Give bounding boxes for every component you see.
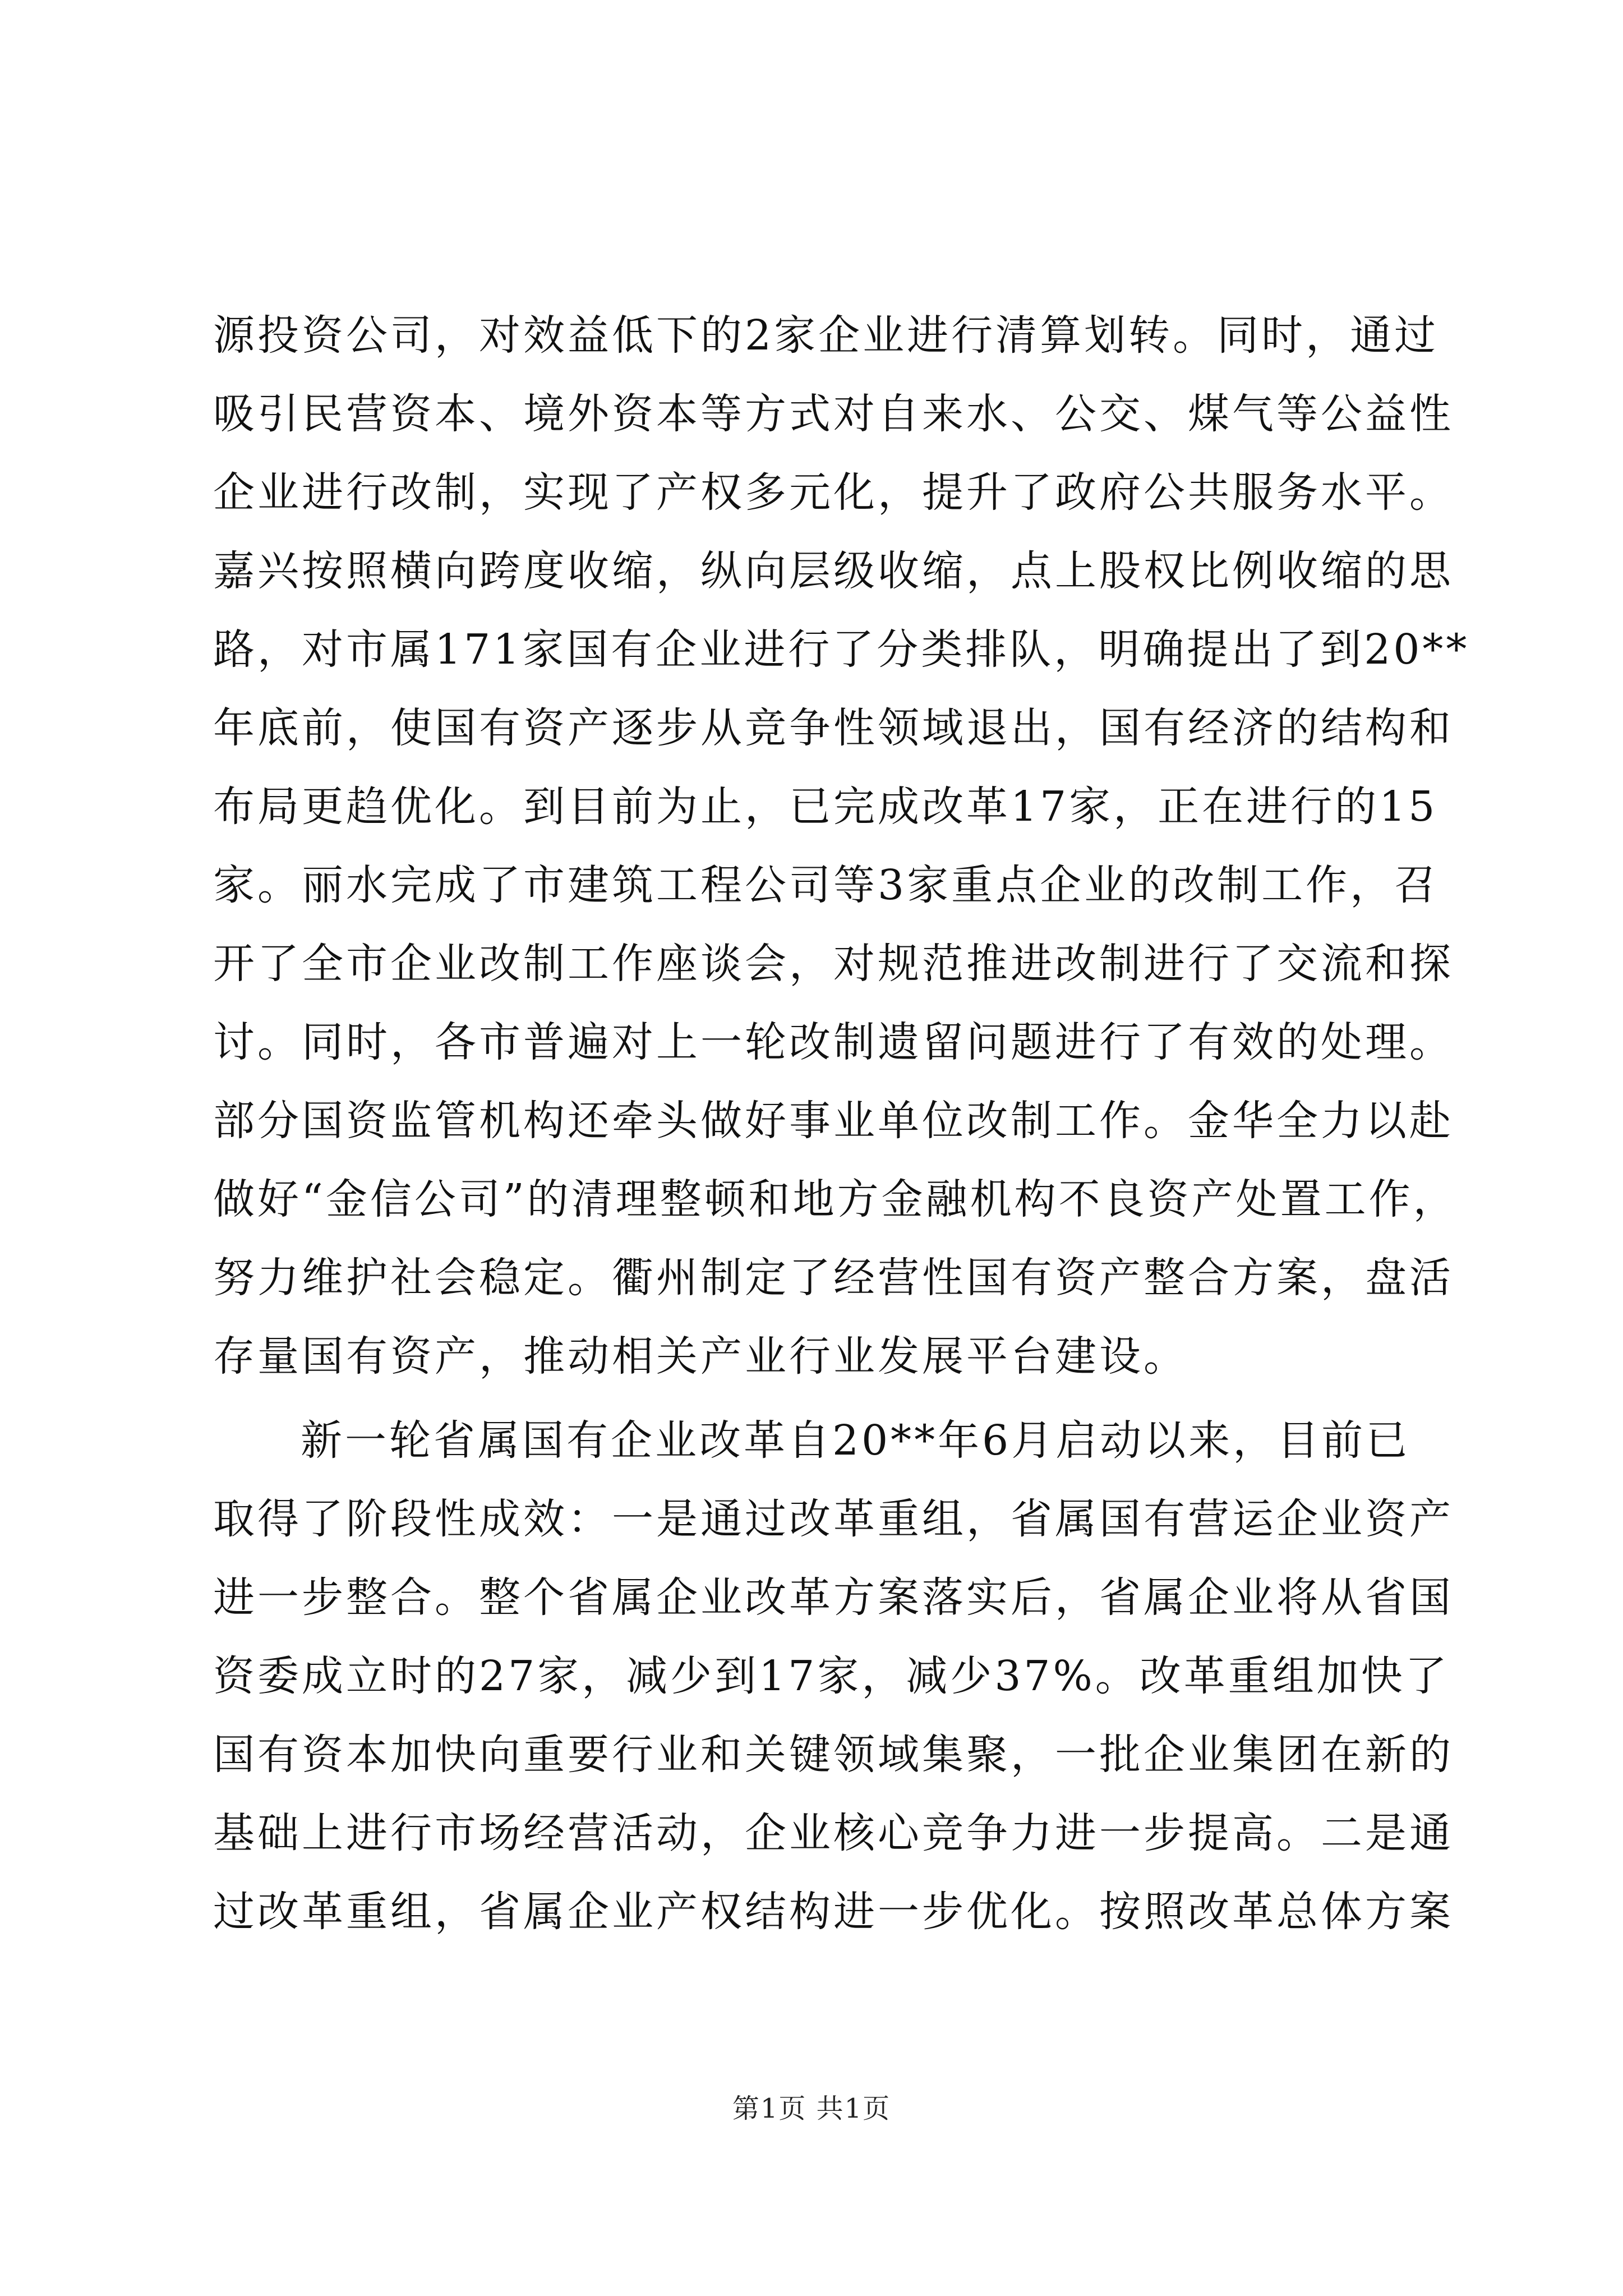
text-line: 取得了阶段性成效：一是通过改革重组，省属国有营运企业资产 [213,1495,1454,1543]
text-line: 讨。同时，各市普遍对上一轮改制遗留问题进行了有效的处理。 [213,1018,1454,1066]
text-line: 年底前，使国有资产逐步从竞争性领域退出，国有经济的结构和 [213,704,1454,752]
text-line: 企业进行改制，实现了产权多元化，提升了政府公共服务水平。 [213,468,1454,517]
text-line: 国有资本加快向重要行业和关键领域集聚，一批企业集团在新的 [213,1731,1454,1779]
text-line: 过改革重组，省属企业产权结构进一步优化。按照改革总体方案 [213,1888,1454,1936]
text-line: 基础上进行市场经营活动，企业核心竞争力进一步提高。二是通 [213,1809,1454,1857]
text-line: 存量国有资产，推动相关产业行业发展平台建设。 [213,1332,1188,1381]
text-line: 努力维护社会稳定。衢州制定了经营性国有资产整合方案，盘活 [213,1254,1454,1302]
text-line: 部分国资监管机构还牵头做好事业单位改制工作。金华全力以赴 [213,1097,1454,1145]
text-line: 进一步整合。整个省属企业改革方案落实后，省属企业将从省国 [213,1573,1454,1622]
text-line: 路，对市属171家国有企业进行了分类排队，明确提出了到20** [213,625,1470,674]
text-line: 资委成立时的27家，减少到17家，减少37%。改革重组加快了 [213,1652,1450,1700]
text-line: 家。丽水完成了市建筑工程公司等3家重点企业的改制工作，召 [213,861,1439,909]
text-line: 吸引民营资本、境外资本等方式对自来水、公交、煤气等公益性 [213,390,1454,438]
text-line: 源投资公司，对效益低下的2家企业进行清算划转。同时，通过 [213,311,1439,360]
page-footer: 第1页 共1页 [732,2093,891,2124]
text-line: 开了全市企业改制工作座谈会，对规范推进改制进行了交流和探 [213,940,1454,988]
text-line: 嘉兴按照横向跨度收缩，纵向层级收缩，点上股权比例收缩的思 [213,547,1454,595]
text-line: 布局更趋优化。到目前为止，已完成改革17家，正在进行的15 [213,783,1438,831]
text-line: 新一轮省属国有企业改革自20**年6月启动以来，目前已 [301,1416,1410,1465]
text-line: 做好“金信公司”的清理整顿和地方金融机构不良资产处置工作， [213,1175,1458,1223]
